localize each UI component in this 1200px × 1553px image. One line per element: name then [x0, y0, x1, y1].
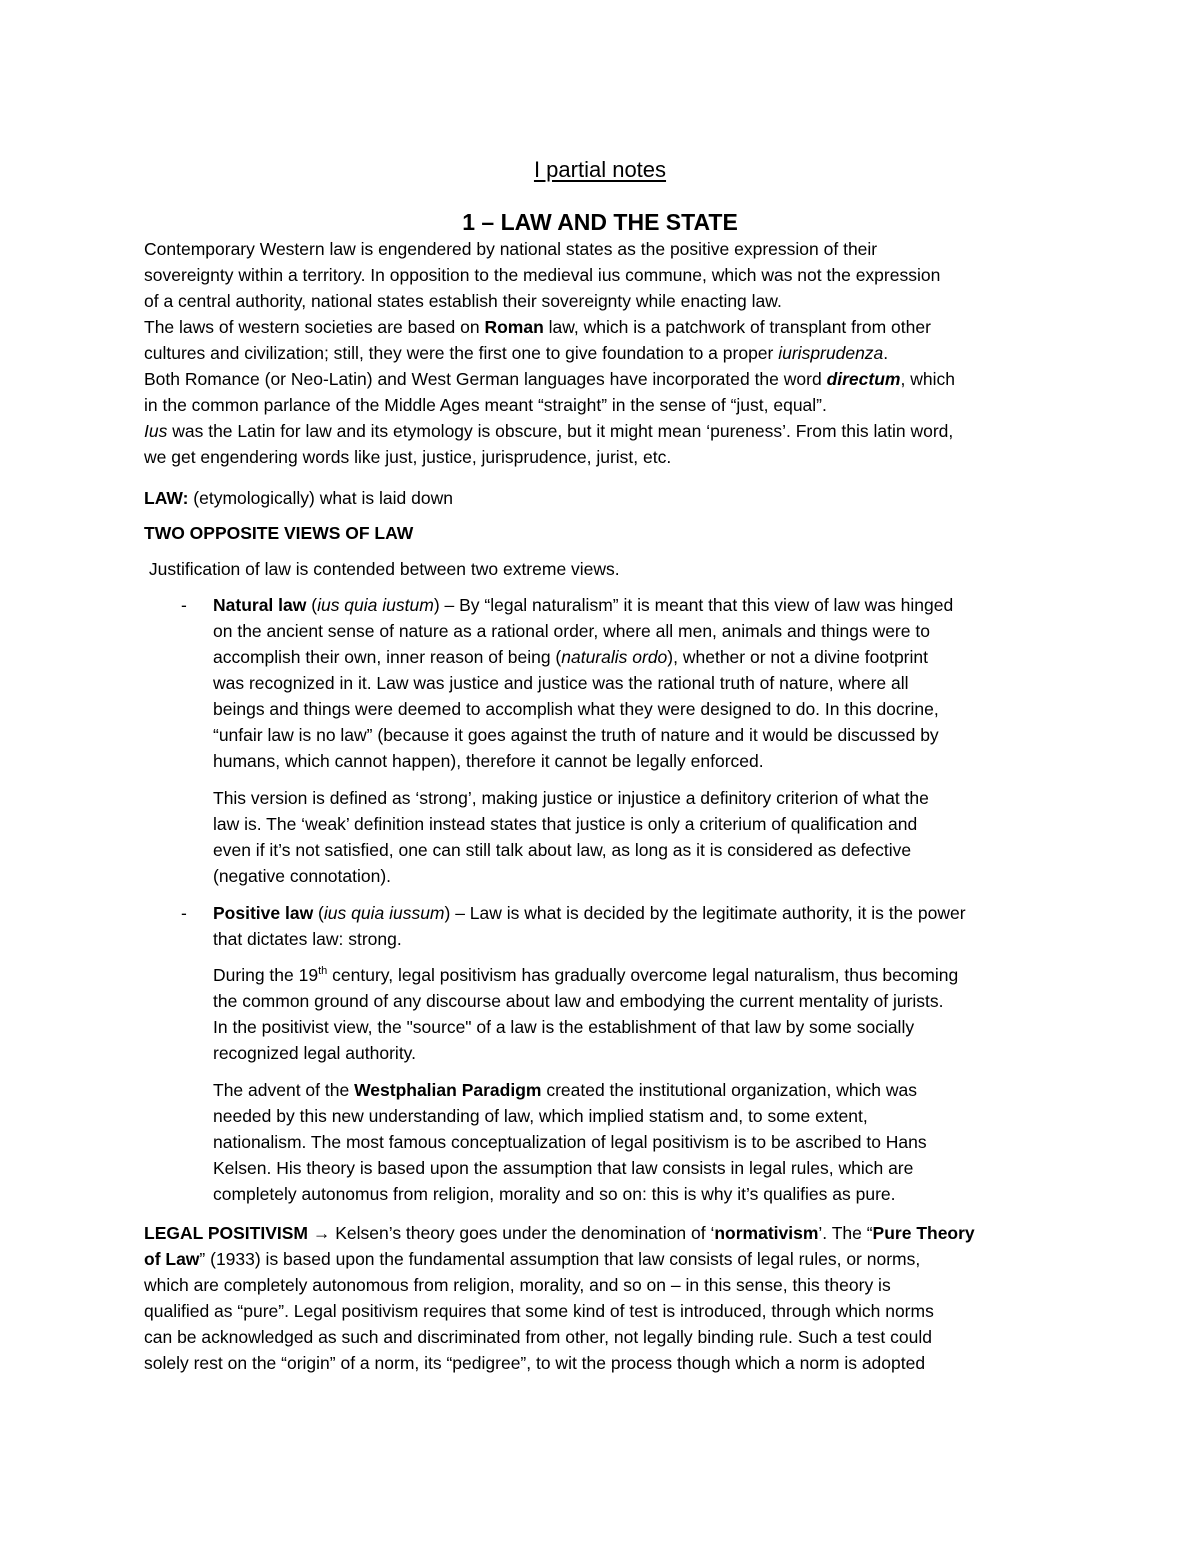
paragraph-line: qualified as “pure”. Legal positivism requires that some kind of test is introduced, through which norms	[144, 1301, 934, 1321]
text-run: accomplish their own, inner reason of being (	[213, 647, 562, 667]
section-heading: 1 – LAW AND THE STATE	[462, 209, 738, 235]
text-run: (	[313, 903, 324, 923]
list-item	[181, 592, 1073, 618]
text-run: During the 19	[213, 965, 319, 985]
bullet-line: on the ancient sense of nature as a rational order, where all men, animals and things were to	[213, 621, 930, 641]
italic-term: Ius	[144, 421, 168, 441]
intro-line	[144, 418, 1064, 444]
paragraph-line: can be acknowledged as such and discriminated from other, not legally binding rule. Such a test could	[144, 1327, 932, 1347]
bullet-term: Natural law	[213, 595, 307, 615]
text-run: The advent of the	[213, 1080, 355, 1100]
paragraph-line	[144, 1246, 1064, 1272]
text-run: law, which is a patchwork of transplant from other	[543, 317, 931, 337]
intro-line: we get engendering words like just, justice, jurisprudence, jurist, etc.	[144, 447, 672, 467]
bullet-line: the common ground of any discourse about law and embodying the current mentality of jurists.	[213, 991, 944, 1011]
bullet-line	[213, 644, 1073, 670]
bullet-line: In the positivist view, the "source" of a law is the establishment of that law by some socially	[213, 1017, 915, 1037]
paragraph-line: solely rest on the “origin” of a norm, its “pedigree”, to wit the process though which a norm is adopted	[144, 1353, 926, 1373]
bullet-line	[213, 962, 1073, 988]
text-run: (	[306, 595, 318, 615]
text-run: created the institutional organization, which was	[541, 1080, 917, 1100]
text-run: ’. The “	[818, 1223, 873, 1243]
bullet-line: humans, which cannot happen), therefore it cannot be legally enforced.	[213, 751, 764, 771]
text-run: – Law is what is decided by the legitimate authority, it is the power	[450, 903, 966, 923]
paragraph-line	[144, 1220, 1064, 1246]
bullet-line: law is. The ‘weak’ definition instead states that justice is only a criterium of qualification and	[213, 814, 918, 834]
bold-term: Westphalian Paradigm	[354, 1080, 542, 1100]
law-label: LAW:	[144, 488, 189, 508]
document-title: I partial notes	[533, 157, 667, 182]
text-run: cultures and civilization; still, they were the first one to give foundation to a proper	[144, 343, 779, 363]
intro-paragraph	[144, 236, 1064, 470]
text-run: was the Latin for law and its etymology is obscure, but it might mean ‘pureness’. From this latin word,	[167, 421, 954, 441]
text-run: , which	[900, 369, 955, 389]
text-run: The laws of western societies are based on	[144, 317, 485, 337]
natural-law-paragraph-2	[213, 785, 1073, 889]
bullet-line: nationalism. The most famous conceptualization of legal positivism is to be ascribed to Hans	[213, 1132, 927, 1152]
law-definition	[144, 485, 1064, 511]
bold-term: normativism	[714, 1223, 819, 1243]
two-views-heading: TWO OPPOSITE VIEWS OF LAW	[144, 523, 414, 543]
bullet-line: recognized legal authority.	[213, 1043, 416, 1063]
intro-line: Contemporary Western law is engendered by national states as the positive expression of their	[144, 239, 878, 259]
bullet-line: completely autonomus from religion, morality and so on: this is why it’s qualifies as pure.	[213, 1184, 896, 1204]
text-run: century, legal positivism has gradually overcome legal naturalism, thus becoming	[327, 965, 959, 985]
superscript: th	[318, 965, 328, 977]
text-run: .	[883, 343, 889, 363]
bullet-line: (negative connotation).	[213, 866, 392, 886]
text-run: ” (1933) is based upon the fundamental assumption that law consists of legal rules, or norms,	[199, 1249, 921, 1269]
bullet-term: Positive law	[213, 903, 314, 923]
bold-term: Roman	[484, 317, 544, 337]
two-views-section	[144, 520, 1064, 546]
latin-term: ius quia iussum	[323, 903, 445, 923]
two-views-intro: Justification of law is contended between two extreme views.	[144, 559, 620, 579]
bullet-dash: -	[181, 903, 187, 923]
intro-line	[144, 340, 1064, 366]
text-run: )	[433, 595, 440, 615]
italic-term: iurisprudenza	[778, 343, 884, 363]
positive-law-paragraph-2	[213, 962, 1073, 1066]
latin-term: ius quia iustum	[317, 595, 434, 615]
bullet-dash: -	[181, 595, 187, 615]
bullet-line: Kelsen. His theory is based upon the assumption that law consists in legal rules, which are	[213, 1158, 914, 1178]
bullet-line: even if it’s not satisfied, one can still talk about law, as long as it is considered as defective	[213, 840, 912, 860]
law-definition-line	[144, 485, 1064, 511]
intro-line	[144, 366, 1064, 392]
intro-line: in the common parlance of the Middle Ages meant “straight” in the sense of “just, equal”.	[144, 395, 827, 415]
intro-line: sovereignty within a territory. In opposition to the medieval ius commune, which was not the expression	[144, 265, 941, 285]
bullet-line: This version is defined as ‘strong’, making justice or injustice a definitory criterion of what the	[213, 788, 929, 808]
text-run: )	[444, 903, 451, 923]
bullet-line: “unfair law is no law” (because it goes against the truth of nature and it would be discussed by	[213, 725, 939, 745]
intro-line	[144, 314, 1064, 340]
text-run: – By “legal naturalism” it is meant that this view of law was hinged	[439, 595, 954, 615]
text-run: Both Romance (or Neo-Latin) and West German languages have incorporated the word	[144, 369, 827, 389]
bullet-line: that dictates law: strong.	[213, 929, 402, 949]
bullet-line: needed by this new understanding of law, which implied statism and, to some extent,	[213, 1106, 868, 1126]
bullet-natural-law	[181, 592, 1073, 774]
bullet-line: was recognized in it. Law was justice and justice was the rational truth of nature, where all	[213, 673, 909, 693]
bullet-line	[213, 1077, 1073, 1103]
legal-positivism-paragraph	[144, 1220, 1064, 1376]
bullet-positive-law	[181, 900, 1073, 952]
two-views-intro-block	[144, 556, 1064, 582]
bold-term: Pure Theory	[872, 1223, 975, 1243]
bullet-line: beings and things were deemed to accomplish what they were designed to do. In this docrine,	[213, 699, 939, 719]
law-definition-text: (etymologically) what is laid down	[188, 488, 453, 508]
list-item	[181, 900, 1073, 926]
latin-term: naturalis ordo	[561, 647, 668, 667]
text-run: ), whether or not a divine footprint	[667, 647, 928, 667]
paragraph-line: which are completely autonomous from religion, morality, and so on – in this sense, this theory is	[144, 1275, 891, 1295]
legal-positivism-label: LEGAL POSITIVISM →	[144, 1223, 331, 1243]
intro-line: of a central authority, national states establish their sovereignty while enacting law.	[144, 291, 782, 311]
positive-law-paragraph-3	[213, 1077, 1073, 1207]
bold-italic-term: directum	[826, 369, 901, 389]
text-run: Kelsen’s theory goes under the denomination of ‘	[330, 1223, 715, 1243]
bold-term: of Law	[144, 1249, 200, 1269]
